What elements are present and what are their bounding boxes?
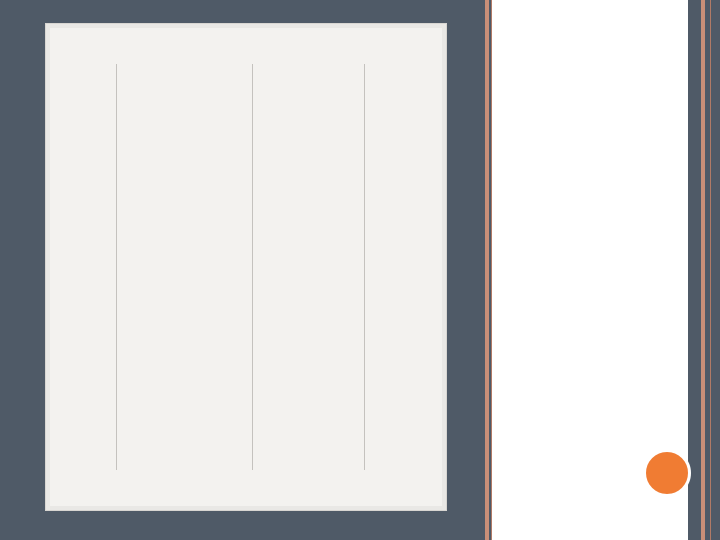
right-accent-line: [701, 0, 705, 540]
journal-page: [50, 28, 442, 506]
column-divider: [116, 64, 117, 470]
column-divider: [364, 64, 365, 470]
right-accent-line-thin: [710, 0, 711, 540]
decorative-circle: [643, 449, 691, 497]
column-divider: [252, 64, 253, 470]
accent-line: [485, 0, 489, 540]
journal-page-photo: [46, 24, 446, 510]
